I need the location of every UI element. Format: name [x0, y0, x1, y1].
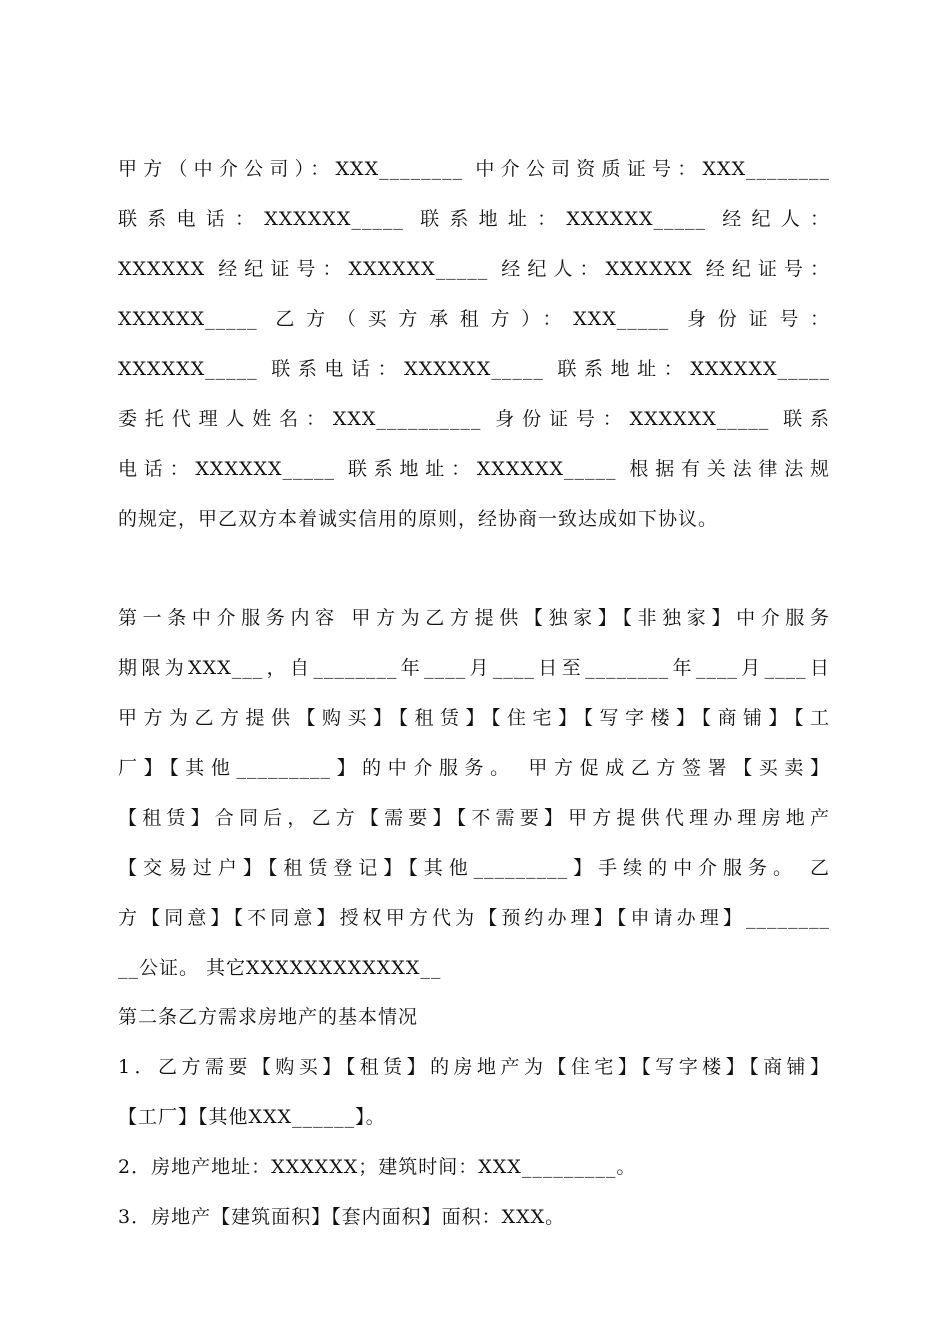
- service-other-line: 厂】【其他_________】的中介服务。 甲方促成乙方签署【买卖】: [118, 757, 830, 779]
- item-1-continued-line: 【工厂】【其他XXX______】。: [118, 1106, 386, 1128]
- article-2-heading: 第二条乙方需求房地产的基本情况: [118, 1006, 419, 1028]
- party-b-contact-line: XXXXXX_____ 联系电话：XXXXXX_____ 联系地址：XXXXXX_____: [118, 358, 830, 380]
- party-b-line: XXXXXX_____ 乙方（买方承租方）：XXX_____ 身份证号：: [118, 308, 830, 330]
- item-1-line: 1．乙方需要【购买】【租赁】的房地产为【住宅】【写字楼】【商铺】: [118, 1056, 830, 1078]
- contract-agency-line: 【租赁】合同后，乙方【需要】【不需要】甲方提供代理办理房地产: [118, 807, 830, 829]
- transfer-registration-line: 【交易过户】【租赁登记】【其他_________】手续的中介服务。 乙: [118, 857, 830, 879]
- agent-line: 委托代理人姓名：XXX__________ 身份证号：XXXXXX_____ 联系: [118, 408, 830, 430]
- item-3-line: 3．房地产【建筑面积】【套内面积】面积：XXX。: [118, 1206, 566, 1228]
- preamble-end-line: 的规定，甲乙双方本着诚实信用的原则，经协商一致达成如下协议。: [118, 508, 719, 530]
- item-2-line: 2．房地产地址：XXXXXX；建筑时间：XXX_________。: [118, 1156, 637, 1178]
- service-type-line: 甲方为乙方提供【购买】【租赁】【住宅】【写字楼】【商铺】【工: [118, 707, 830, 729]
- notarization-line: 方【同意】【不同意】授权甲方代为【预约办理】【申请办理】________: [118, 907, 830, 929]
- article-1-heading-line: 第一条中介服务内容 甲方为乙方提供【独家】【非独家】中介服务: [118, 607, 830, 629]
- service-term-line: 期限为XXX___，自________年____月____日至________年____月____日: [118, 657, 830, 679]
- broker-info-line: XXXXXX 经纪证号：XXXXXX_____ 经纪人：XXXXXX 经纪证号：: [118, 258, 830, 280]
- other-clause-line: __公证。 其它XXXXXXXXXXXX__: [118, 957, 442, 979]
- party-a-contact-line: 联系电话：XXXXXX_____ 联系地址：XXXXXX_____ 经纪人：: [118, 208, 830, 230]
- party-a-agency-line: 甲方（中介公司）：XXX________ 中介公司资质证号：XXX________: [118, 158, 830, 180]
- agent-contact-line: 电话：XXXXXX_____ 联系地址：XXXXXX_____ 根据有关法律法规: [118, 458, 830, 480]
